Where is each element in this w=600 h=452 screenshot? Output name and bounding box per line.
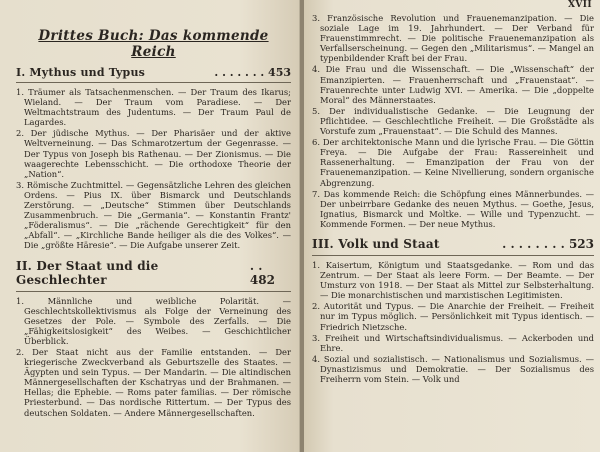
toc-entry: 6. Der architektonische Mann und die lyrische Frau. — Die Göttin Freya. — Die Aufgabe der Frau: Rassereinheit und Rassenerhaltung. — Emanzipation der Frau von der Frauenemanzipation. — Keine Nivellierung, sondern organische Abgrenzung. [312, 137, 594, 188]
section-title: I. Mythus und Typus [16, 66, 146, 79]
section-heading-iii [312, 237, 594, 251]
section-heading-i [16, 66, 291, 79]
section-heading-ii [16, 259, 291, 287]
divider [16, 291, 291, 292]
toc-entry: 2. Autorität und Typus. — Die Anarchie der Freiheit. — Freiheit nur im Typus möglich. — Persönlichkeit mit Typus identisch. — Friedrich Nietzsche. [312, 301, 594, 332]
right-page [304, 0, 600, 452]
toc-entry: 3. Römische Zuchtmittel. — Gegensätzliche Lehren des gleichen Ordens. — Pius IX. über Bismarck und Deutschlands Zerstörung. — „Deutsche“ Stimmen über Deutschlands Zusammenbruch. — Die „Germania“. — Konstantin Frantz' „Föderalismus“. — Die „rächende Gerechtigkeit“ für den „Abfall“. — „Kirchliche Bande heiliger als die des Volkes“. — Die „größte Häresie“. — Die Aufgabe unserer Zeit. [16, 179, 291, 251]
toc-entry: 4. Die Frau und die Wissenschaft. — Die „Wissenschaft“ der Emanzipierten. — Frauenherrschaft und „Frauenstaat“. — Frauenrechte unter Ludwig XVI. — Amerika. — Die „doppelte Moral“ des Männerstaates. [312, 64, 594, 105]
section-page: . . 482 [249, 258, 275, 287]
toc-entry: 4. Sozial und sozialistisch. — Nationalismus und Sozialismus. — Dynastizismus und Demokratie. — Der Sozialismus des Freiherrn vom Stein. — Volk und [312, 353, 594, 384]
section-page: . . . . . . . . 523 [502, 236, 594, 251]
toc-entry: 7. Das kommende Reich: die Schöpfung eines Männerbundes. — Der unbeirrbare Gedanke des neuen Mythus. — Goethe, Jesus, Ignatius, Bismarck und Moltke. — Wille und Typenzucht. — Kommende Formen. — Der neue Mythus. [312, 188, 594, 229]
book-title: Drittes Buch: Das kommende Reich [38, 28, 269, 60]
toc-entry: 1. Träumer als Tatsachenmenschen. — Der Traum des Ikarus; Wieland. — Der Traum vom Paradiese. — Der Weltmachtstraum des Judentums. — Der Traum Paul de Lagardes. [16, 87, 291, 128]
toc-entry: 5. Der individualistische Gedanke. — Die Leugnung der Pflichtidee. — Geschlechtliche Freiheit. — Die Großstädte als Vorstufe zum „Frauenstaat“. — Die Schuld des Mannes. [312, 105, 594, 137]
toc-entry: 2. Der jüdische Mythus. — Der Pharisäer und der aktive Weltverneinung. — Das Schmarotzertum der Gegenrasse. — Der Typus von Joseph bis Rathenau. — Der Zionismus. — Die waagerechte Lebensschicht. — Die orthodoxe Theorie der „Nation“. [16, 128, 291, 179]
toc-entry: 3. Französische Revolution und Frauenemanzipation. — Die soziale Lage im 19. Jahrhundert. — Der Verband für Frauenstimmrecht. — Die politische Frauenemanzipation als Verfallserscheinung. — Gegen den „Militarismus“. — Mangel an typenbildender Kraft bei der Frau. [312, 13, 594, 64]
divider [16, 82, 291, 83]
running-head-page-number: XVII [568, 0, 592, 10]
toc-entry: 3. Freiheit und Wirtschaftsindividualismus. — Ackerboden und Ehre. [312, 332, 594, 353]
section-title: III. Volk und Staat [312, 236, 440, 251]
toc-entry: 1. Kaisertum, Königtum und Staatsgedanke. — Rom und das Zentrum. — Der Staat als leere Form. — Der Beamte. — Der Umsturz von 1918. — Der Staat als Mittel zur Selbsterhaltung. — Die monarchistischen und marxistischen Legitimisten. [312, 259, 594, 301]
section-page: . . . . . . . 453 [214, 66, 291, 79]
section-title: II. Der Staat und die Geschlechter [16, 258, 159, 287]
toc-entry: 1. Männliche und weibliche Polarität. — Geschlechtskollektivismus als Folge der Verneinung des Gesetzes der Pole. — Symbole des Zerfalls. — Die „Fähigkeitslosigkeit“ des Weibes. — Geschichtlicher Überblick. [16, 295, 291, 346]
divider [312, 255, 594, 256]
toc-entry: 2. Der Staat nicht aus der Familie entstanden. — Der kriegerische Zweckverband als Geburtszelle des Staates. — Ägypten und sein Typus. — Der Mandarin. — Die altindischen Männergesellschaften der Kschatryas und der Brahmanen. — Hellas; die Ephebie. — Roms pater familias. — Der römische Priesterbund. — Das nordische Rittertum. — Der Typus des deutschen Soldaten. — Andere Männergesellschaften. [16, 346, 291, 418]
